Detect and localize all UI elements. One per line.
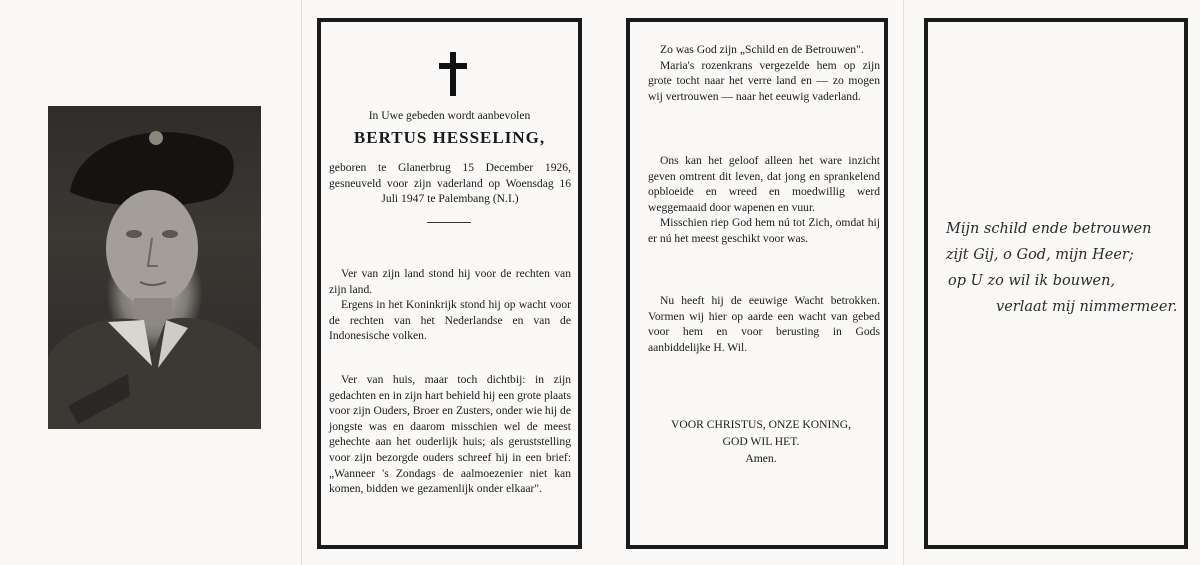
card-back-frame [924, 18, 1188, 549]
birth-death-text: geboren te Glanerbrug 15 December 1926, gesneuveld voor zijn vaderland op Woensdag 16 Juli 1947 te Palembang (N.I.) [329, 161, 571, 206]
page3-paragraph-1 [648, 42, 880, 104]
page3-paragraph-2-b: Misschien riep God hem nú tot Zich, omdat hij er nú het meest geschikt voor was. [648, 216, 880, 245]
divider [427, 222, 471, 223]
paragraph-1 [329, 266, 571, 344]
poem-line-3: op U zo wil ik bouwen, [948, 273, 1116, 289]
deceased-name: BERTUS HESSELING, [353, 128, 546, 147]
motto-line-1: VOOR CHRISTUS, ONZE KONING, [670, 418, 852, 431]
motto [670, 416, 852, 467]
page3-paragraph-3 [648, 293, 880, 355]
portrait-photo [48, 106, 261, 429]
page3-paragraph-2 [648, 153, 880, 247]
poem-line-4: verlaat mij nimmermeer. [996, 299, 1178, 315]
poem-line-2: zijt Gij, o God, mijn Heer; [946, 247, 1134, 263]
paragraph-2 [329, 372, 571, 497]
page3-paragraph-1-a: Zo was God zijn „Schild en de Betrouwen". [660, 43, 864, 56]
card-inner-frame [626, 18, 888, 549]
amen-text: Amen. [745, 452, 777, 465]
motto-line-2: GOD WIL HET. [722, 435, 800, 448]
paragraph-2-text: Ver van huis, maar toch dichtbij: in zijn gedachten en in zijn hart behield hij een grote plaats voor zijn Ouders, Broer en Zusters, onder wie hij de jongste was en daarom misschien wel de meest gehechte aan het ouderlijk huis; als geruststelling voor zijn bezorgde ouders schreef hij in een brief: „Wanneer 's Zondags de aalmoezenier niet kan komen, bidden we gezamenlijk onder elkaar". [329, 373, 571, 496]
card-panel-photo [0, 0, 302, 565]
portrait-illustration [48, 106, 261, 429]
prayer-heading: In Uwe gebeden wordt aanbevolen [368, 109, 531, 122]
paragraph-1-a: Ver van zijn land stond hij voor de rechten van zijn land. [329, 267, 571, 296]
page3-paragraph-1-b: Maria's rozenkrans vergezelde hem op zijn grote tocht naar het verre land en — zo mogen wij vertrouwen — naar het eeuwig vaderland. [648, 58, 880, 103]
poem [946, 216, 1182, 320]
page3-paragraph-2-a: Ons kan het geloof alleen het ware inzicht geven omtrent dit leven, dat jong en sprankelend opbloeide en wreed en moedwillig werd weggemaaid door wapenen en vuur. [648, 154, 880, 214]
paragraph-1-b: Ergens in het Koninkrijk stond hij op wacht voor de rechten van het Nederlandse en van de Indonesische volken. [329, 298, 571, 343]
page3-paragraph-3-text: Nu heeft hij de eeuwige Wacht betrokken. Vormen wij hier op aarde een wacht van gebed voor hem en voor berusting in Gods aanbiddelijke H. Wil. [648, 294, 880, 354]
card-front-frame [317, 18, 582, 549]
poem-line-1: Mijn schild ende betrouwen [946, 221, 1152, 237]
cross-icon [439, 52, 467, 96]
